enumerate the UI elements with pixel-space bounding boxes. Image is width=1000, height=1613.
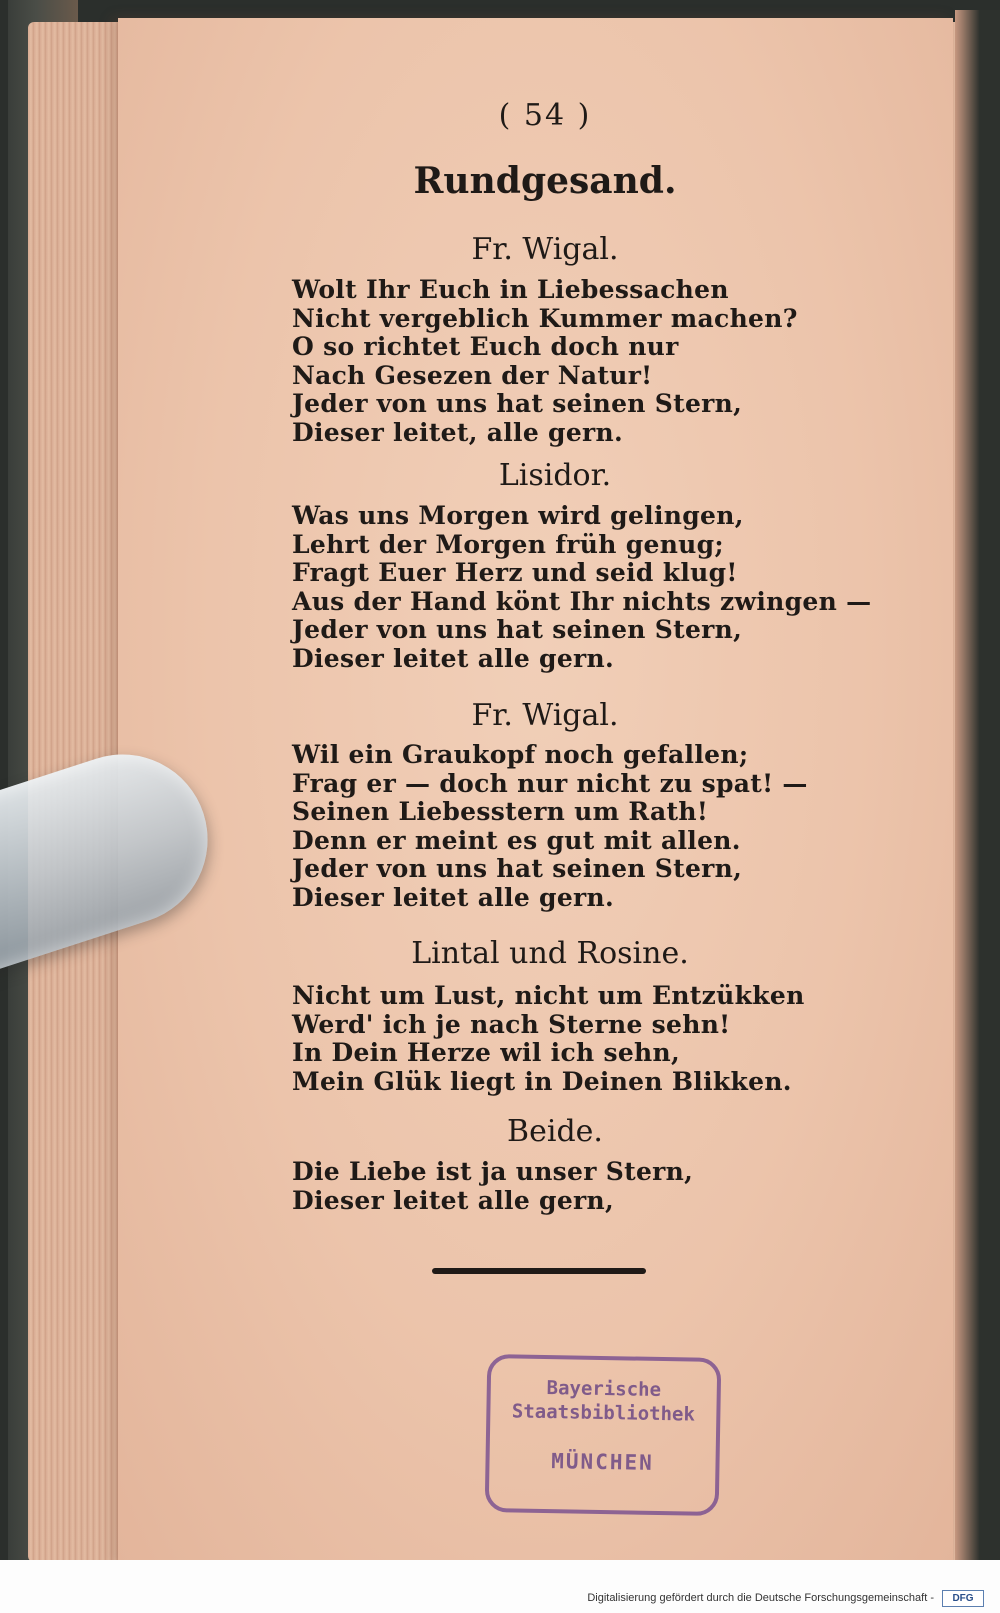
verse-line: Werd' ich je nach Sterne sehn! (292, 1009, 731, 1039)
verse-line: Nicht vergeblich Kummer machen? (292, 303, 798, 333)
speaker-heading: Fr. Wigal. (471, 698, 619, 733)
page-number: ( 54 ) (498, 98, 592, 133)
verse-line: O so richtet Euch doch nur (292, 332, 679, 361)
verse-line: Dieser leitet alle gern. (292, 882, 614, 912)
verse-line: Jeder von uns hat seinen Stern, (292, 389, 743, 418)
end-rule (432, 1268, 646, 1274)
verse-line: Lehrt der Morgen früh genug; (292, 529, 724, 559)
speaker-heading: Fr. Wigal. (471, 232, 619, 267)
stanza (292, 276, 798, 447)
digitization-credit: Digitalisierung gefördert durch die Deutsche Forschungsgemeinschaft - (587, 1592, 934, 1604)
speaker-heading: Beide. (507, 1114, 603, 1149)
verse-line: Dieser leitet, alle gern. (292, 417, 623, 447)
stanza (292, 741, 808, 912)
verse-line: Seinen Liebesstern um Rath! (292, 797, 709, 826)
verse-line: Denn er meint es gut mit allen. (292, 825, 741, 855)
stamp-line: MÜNCHEN (551, 1449, 654, 1475)
stanza (292, 982, 805, 1096)
verse-line: Fragt Euer Herz und seid klug! (292, 558, 738, 587)
speaker-heading: Lisidor. (498, 458, 612, 493)
verse-line: Dieser leitet alle gern. (292, 643, 614, 673)
footer-bar (0, 1560, 1000, 1613)
verse-line: Jeder von uns hat seinen Stern, (292, 854, 743, 883)
verse-line: Jeder von uns hat seinen Stern, (292, 615, 743, 644)
stanza (292, 1158, 693, 1215)
library-stamp (485, 1354, 722, 1516)
stanza (292, 502, 871, 673)
stamp-line: Staatsbibliothek (511, 1400, 696, 1426)
verse-line: Aus der Hand könt Ihr nichts zwingen — (292, 586, 872, 616)
stamp-line: Bayerische (546, 1377, 662, 1402)
verse-line: In Dein Herze wil ich sehn, (292, 1038, 680, 1067)
right-cover-board (955, 10, 1000, 1570)
verse-line: Nicht um Lust, nicht um Entzükken (292, 981, 805, 1010)
verse-line: Dieser leitet alle gern, (292, 1185, 614, 1215)
verse-line: Wolt Ihr Euch in Liebessachen (292, 275, 729, 304)
verse-line: Mein Glük liegt in Deinen Blikken. (292, 1066, 792, 1096)
verse-line: Nach Gesezen der Natur! (292, 360, 653, 390)
song-title: Rundgesand. (413, 160, 677, 202)
dfg-logo: DFG (942, 1590, 984, 1607)
verse-line: Die Liebe ist ja unser Stern, (292, 1157, 694, 1186)
verse-line: Was uns Morgen wird gelingen, (292, 501, 744, 530)
verse-line: Frag er — doch nur nicht zu spat! — (292, 768, 808, 798)
verse-line: Wil ein Graukopf noch gefallen; (292, 740, 749, 769)
speaker-heading: Lintal und Rosine. (411, 936, 689, 971)
